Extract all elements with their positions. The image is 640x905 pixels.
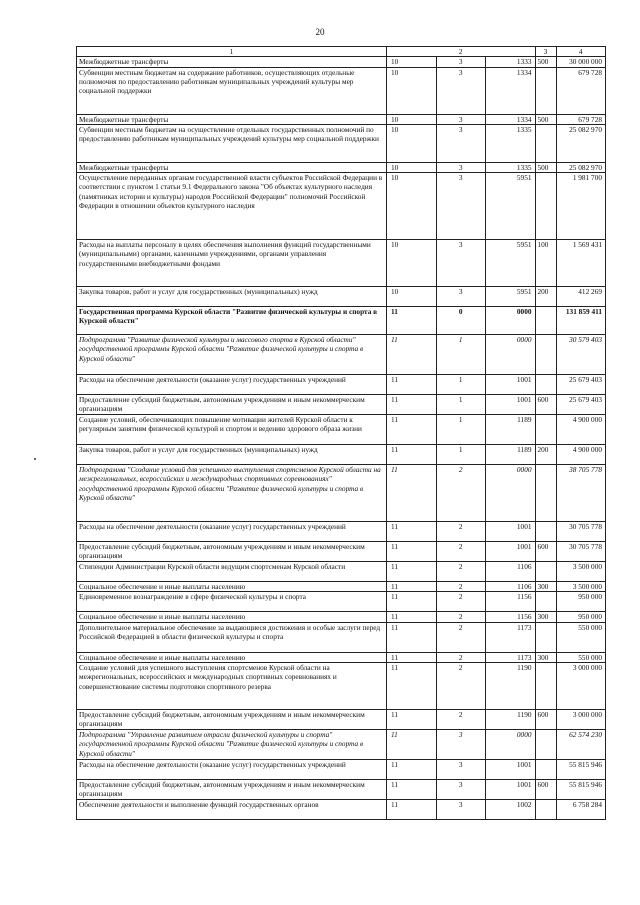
table-row: [77, 395, 606, 415]
row-expense-type: 300: [535, 582, 556, 592]
row-section: 10: [387, 57, 437, 67]
table-row: [77, 124, 606, 162]
row-name: Единовременное вознаграждение в сфере физической культуры и спорта: [77, 592, 387, 612]
row-name: Субвенции местным бюджетам на осуществление отдельных государственных полномочий по предоставлению работникам муниципальных учреждений культуры мер социальной поддержки: [77, 124, 387, 162]
table-row: [77, 622, 606, 652]
row-subsection: 2: [436, 612, 486, 622]
table-row: [77, 800, 606, 820]
table-row: [77, 562, 606, 582]
row-amount: 25 679 403: [556, 395, 606, 415]
row-subsection: 3: [436, 240, 486, 287]
row-amount: 25 679 403: [556, 375, 606, 395]
row-subsection: 1: [436, 395, 486, 415]
table-row: [77, 760, 606, 780]
row-expense-type: [535, 375, 556, 395]
row-amount: 679 728: [556, 67, 606, 114]
row-amount: 55 815 946: [556, 760, 606, 780]
row-subsection: 3: [436, 287, 486, 307]
row-name: Межбюджетные трансферты: [77, 162, 387, 172]
row-subsection: 2: [436, 465, 486, 522]
row-target-code: 0000: [486, 307, 536, 335]
row-section: 10: [387, 162, 437, 172]
row-subsection: 2: [436, 710, 486, 730]
row-name: Межбюджетные трансферты: [77, 114, 387, 124]
row-expense-type: 500: [535, 57, 556, 67]
row-target-code: 1333: [486, 57, 536, 67]
row-amount: 3 000 000: [556, 663, 606, 710]
table-row: [77, 67, 606, 114]
row-expense-type: [535, 465, 556, 522]
row-expense-type: 600: [535, 542, 556, 562]
row-name: Предоставление субсидий бюджетным, автономным учреждениям и иным некоммерческим организациям: [77, 542, 387, 562]
row-expense-type: 300: [535, 612, 556, 622]
row-section: 11: [387, 710, 437, 730]
row-name: Предоставление субсидий бюджетным, автономным учреждениям и иным некоммерческим организациям: [77, 710, 387, 730]
row-subsection: 2: [436, 542, 486, 562]
row-name: Закупка товаров, работ и услуг для государственных (муниципальных) нужд: [77, 445, 387, 465]
row-expense-type: 200: [535, 445, 556, 465]
table-row: [77, 240, 606, 287]
row-name: Социальное обеспечение и иные выплаты населению: [77, 582, 387, 592]
row-section: 11: [387, 663, 437, 710]
row-amount: 550 000: [556, 652, 606, 662]
row-target-code: 1190: [486, 663, 536, 710]
row-target-code: 1001: [486, 395, 536, 415]
row-expense-type: 600: [535, 395, 556, 415]
row-name: Расходы на обеспечение деятельности (оказание услуг) государственных учреждений: [77, 375, 387, 395]
row-expense-type: [535, 67, 556, 114]
row-expense-type: [535, 562, 556, 582]
row-section: 10: [387, 287, 437, 307]
row-subsection: 3: [436, 173, 486, 240]
row-name: Обеспечение деятельности и выполнение функций государственных органов: [77, 800, 387, 820]
table-row: [77, 445, 606, 465]
row-subsection: 2: [436, 652, 486, 662]
row-amount: 131 859 411: [556, 307, 606, 335]
row-subsection: 3: [436, 760, 486, 780]
row-name: Расходы на выплаты персоналу в целях обеспечения выполнения функций государственными (муниципальными) органами, казенными учреждениями, органами управления государственными внебюджетными фондами: [77, 240, 387, 287]
table-row: [77, 375, 606, 395]
row-section: 11: [387, 445, 437, 465]
row-target-code: 1173: [486, 652, 536, 662]
row-target-code: 5951: [486, 240, 536, 287]
row-expense-type: 600: [535, 780, 556, 800]
row-name: Осуществление переданных органам государственной власти субъектов Российской Федерации в соответствии с пунктом 1 статьи 9.1 Федерального закона "Об объектах культурного наследия (памятниках истории и культуры) народов Российской Федерации" полномочий Российской Федерации в отношении объектов культурного наследия: [77, 173, 387, 240]
row-target-code: 1106: [486, 582, 536, 592]
row-section: 11: [387, 652, 437, 662]
row-subsection: 2: [436, 522, 486, 542]
row-section: 11: [387, 800, 437, 820]
table-row: [77, 173, 606, 240]
row-amount: 55 815 946: [556, 780, 606, 800]
row-section: 11: [387, 542, 437, 562]
row-target-code: 1156: [486, 612, 536, 622]
table-row: [77, 780, 606, 800]
row-amount: 3 000 000: [556, 710, 606, 730]
row-subsection: 1: [436, 445, 486, 465]
row-amount: 550 000: [556, 622, 606, 652]
header-col-3: 3: [535, 47, 556, 57]
row-target-code: 1189: [486, 415, 536, 445]
row-expense-type: [535, 335, 556, 375]
row-section: 11: [387, 415, 437, 445]
row-subsection: 2: [436, 622, 486, 652]
row-target-code: 1001: [486, 522, 536, 542]
row-target-code: 1001: [486, 542, 536, 562]
row-amount: 4 900 000: [556, 445, 606, 465]
row-name: Субвенции местным бюджетам на содержание работников, осуществляющих отдельные полномочия по предоставлению работникам муниципальных учреждений культуры мер социальной поддержки: [77, 67, 387, 114]
row-amount: 1 569 431: [556, 240, 606, 287]
table-row: [77, 57, 606, 67]
table-row: [77, 335, 606, 375]
page-number: 20: [315, 27, 325, 37]
row-name: Закупка товаров, работ и услуг для государственных (муниципальных) нужд: [77, 287, 387, 307]
row-target-code: 1001: [486, 780, 536, 800]
row-amount: 38 705 778: [556, 465, 606, 522]
row-name: Межбюджетные трансферты: [77, 57, 387, 67]
row-amount: 30 579 403: [556, 335, 606, 375]
row-subsection: 3: [436, 114, 486, 124]
row-expense-type: [535, 415, 556, 445]
row-expense-type: [535, 663, 556, 710]
row-name: Государственная программа Курской области "Развитие физической культуры и спорта в Курской области": [77, 307, 387, 335]
table-row: [77, 162, 606, 172]
table-row: [77, 287, 606, 307]
row-name: Социальное обеспечение и иные выплаты населению: [77, 652, 387, 662]
row-amount: 4 900 000: [556, 415, 606, 445]
row-name: Создание условий для успешного выступления спортсменов Курской области на межрегиональных, всероссийских и международных спортивных соревнованиях и совершенствование системы подготовки спортивного резерва: [77, 663, 387, 710]
row-expense-type: [535, 730, 556, 760]
row-amount: 6 758 284: [556, 800, 606, 820]
row-subsection: 1: [436, 415, 486, 445]
row-name: Создание условий, обеспечивающих повышение мотивации жителей Курской области к регулярным занятиям физической культурой и спортом и ведению здорового образа жизни: [77, 415, 387, 445]
row-name: Подпрограмма "Управление развитием отрасли физической культуры и спорта" государственной программы Курской области "Развитие физической культуры и спорта в Курской области": [77, 730, 387, 760]
row-subsection: 3: [436, 67, 486, 114]
row-target-code: 1001: [486, 375, 536, 395]
row-target-code: 0000: [486, 730, 536, 760]
row-section: 11: [387, 465, 437, 522]
table-row: [77, 652, 606, 662]
row-expense-type: 500: [535, 162, 556, 172]
table-row: [77, 415, 606, 445]
row-expense-type: 200: [535, 287, 556, 307]
row-section: 11: [387, 730, 437, 760]
row-section: 11: [387, 307, 437, 335]
table-row: [77, 730, 606, 760]
row-target-code: 5951: [486, 173, 536, 240]
row-subsection: 3: [436, 730, 486, 760]
row-amount: 25 082 970: [556, 124, 606, 162]
row-amount: 950 000: [556, 592, 606, 612]
row-section: 10: [387, 173, 437, 240]
row-name: Предоставление субсидий бюджетным, автономным учреждениям и иным некоммерческим организациям: [77, 780, 387, 800]
row-expense-type: [535, 307, 556, 335]
row-expense-type: [535, 592, 556, 612]
row-expense-type: 600: [535, 710, 556, 730]
header-col-1: 1: [77, 47, 387, 57]
row-section: 11: [387, 622, 437, 652]
table-row: [77, 663, 606, 710]
row-expense-type: [535, 622, 556, 652]
row-subsection: 2: [436, 562, 486, 582]
row-section: 10: [387, 240, 437, 287]
table-row: [77, 465, 606, 522]
row-section: 11: [387, 780, 437, 800]
row-name: Подпрограмма "Развитие физической культуры и массового спорта в Курской области" государственной программы Курской области "Развитие физической культуры и спорта в Курской области": [77, 335, 387, 375]
row-amount: 412 269: [556, 287, 606, 307]
row-section: 11: [387, 522, 437, 542]
row-target-code: 0000: [486, 465, 536, 522]
table-row: [77, 522, 606, 542]
row-subsection: 2: [436, 663, 486, 710]
row-target-code: 0000: [486, 335, 536, 375]
scan-speck: [34, 458, 36, 460]
row-subsection: 1: [436, 335, 486, 375]
row-target-code: 1334: [486, 67, 536, 114]
row-subsection: 3: [436, 800, 486, 820]
row-expense-type: 500: [535, 114, 556, 124]
row-name: Предоставление субсидий бюджетным, автономным учреждениям и иным некоммерческим организациям: [77, 395, 387, 415]
row-expense-type: 100: [535, 240, 556, 287]
row-target-code: 1335: [486, 124, 536, 162]
row-subsection: 1: [436, 375, 486, 395]
row-section: 11: [387, 562, 437, 582]
row-subsection: 3: [436, 124, 486, 162]
row-target-code: 1190: [486, 710, 536, 730]
row-amount: 679 728: [556, 114, 606, 124]
row-amount: 3 500 000: [556, 582, 606, 592]
row-section: 11: [387, 592, 437, 612]
row-name: Расходы на обеспечение деятельности (оказание услуг) государственных учреждений: [77, 760, 387, 780]
row-subsection: 0: [436, 307, 486, 335]
row-section: 10: [387, 114, 437, 124]
header-col-2: 2: [387, 47, 536, 57]
row-amount: 30 705 778: [556, 522, 606, 542]
row-section: 11: [387, 582, 437, 592]
row-amount: 30 705 778: [556, 542, 606, 562]
row-section: 10: [387, 67, 437, 114]
row-target-code: 1002: [486, 800, 536, 820]
row-target-code: 1335: [486, 162, 536, 172]
row-target-code: 1189: [486, 445, 536, 465]
table-row: [77, 114, 606, 124]
table-row: [77, 612, 606, 622]
row-expense-type: 300: [535, 652, 556, 662]
row-target-code: 5951: [486, 287, 536, 307]
row-section: 11: [387, 760, 437, 780]
row-amount: 1 981 700: [556, 173, 606, 240]
row-target-code: 1334: [486, 114, 536, 124]
row-subsection: 2: [436, 582, 486, 592]
row-expense-type: [535, 800, 556, 820]
table-header-row: [77, 47, 606, 57]
row-section: 11: [387, 375, 437, 395]
row-amount: 30 000 000: [556, 57, 606, 67]
budget-table: [76, 46, 606, 820]
row-expense-type: [535, 124, 556, 162]
row-name: Социальное обеспечение и иные выплаты населению: [77, 612, 387, 622]
row-subsection: 3: [436, 57, 486, 67]
row-name: Подпрограмма "Создание условий для успешного выступления спортсменов Курской области на межрегиональных, всероссийских и международных спортивных соревнованиях" государственной программы Курской области "Развитие физической культуры и спорта в Курской области": [77, 465, 387, 522]
row-expense-type: [535, 522, 556, 542]
row-amount: 3 500 000: [556, 562, 606, 582]
row-amount: 25 082 970: [556, 162, 606, 172]
table-row: [77, 592, 606, 612]
row-target-code: 1001: [486, 760, 536, 780]
table-row: [77, 710, 606, 730]
row-name: Расходы на обеспечение деятельности (оказание услуг) государственных учреждений: [77, 522, 387, 542]
row-subsection: 2: [436, 592, 486, 612]
table-row: [77, 542, 606, 562]
row-section: 10: [387, 124, 437, 162]
table-row: [77, 582, 606, 592]
row-subsection: 3: [436, 780, 486, 800]
row-target-code: 1156: [486, 592, 536, 612]
row-target-code: 1106: [486, 562, 536, 582]
row-section: 11: [387, 395, 437, 415]
row-amount: 62 574 230: [556, 730, 606, 760]
row-section: 11: [387, 335, 437, 375]
row-target-code: 1173: [486, 622, 536, 652]
row-amount: 950 000: [556, 612, 606, 622]
header-col-4: 4: [556, 47, 606, 57]
row-name: Стипендии Администрации Курской области ведущим спортсменам Курской области: [77, 562, 387, 582]
row-expense-type: [535, 760, 556, 780]
row-subsection: 3: [436, 162, 486, 172]
row-expense-type: [535, 173, 556, 240]
row-section: 11: [387, 612, 437, 622]
row-name: Дополнительное материальное обеспечение за выдающиеся достижения и особые заслуги перед Российской Федерацией в области физической культуры и спорта: [77, 622, 387, 652]
table-row: [77, 307, 606, 335]
